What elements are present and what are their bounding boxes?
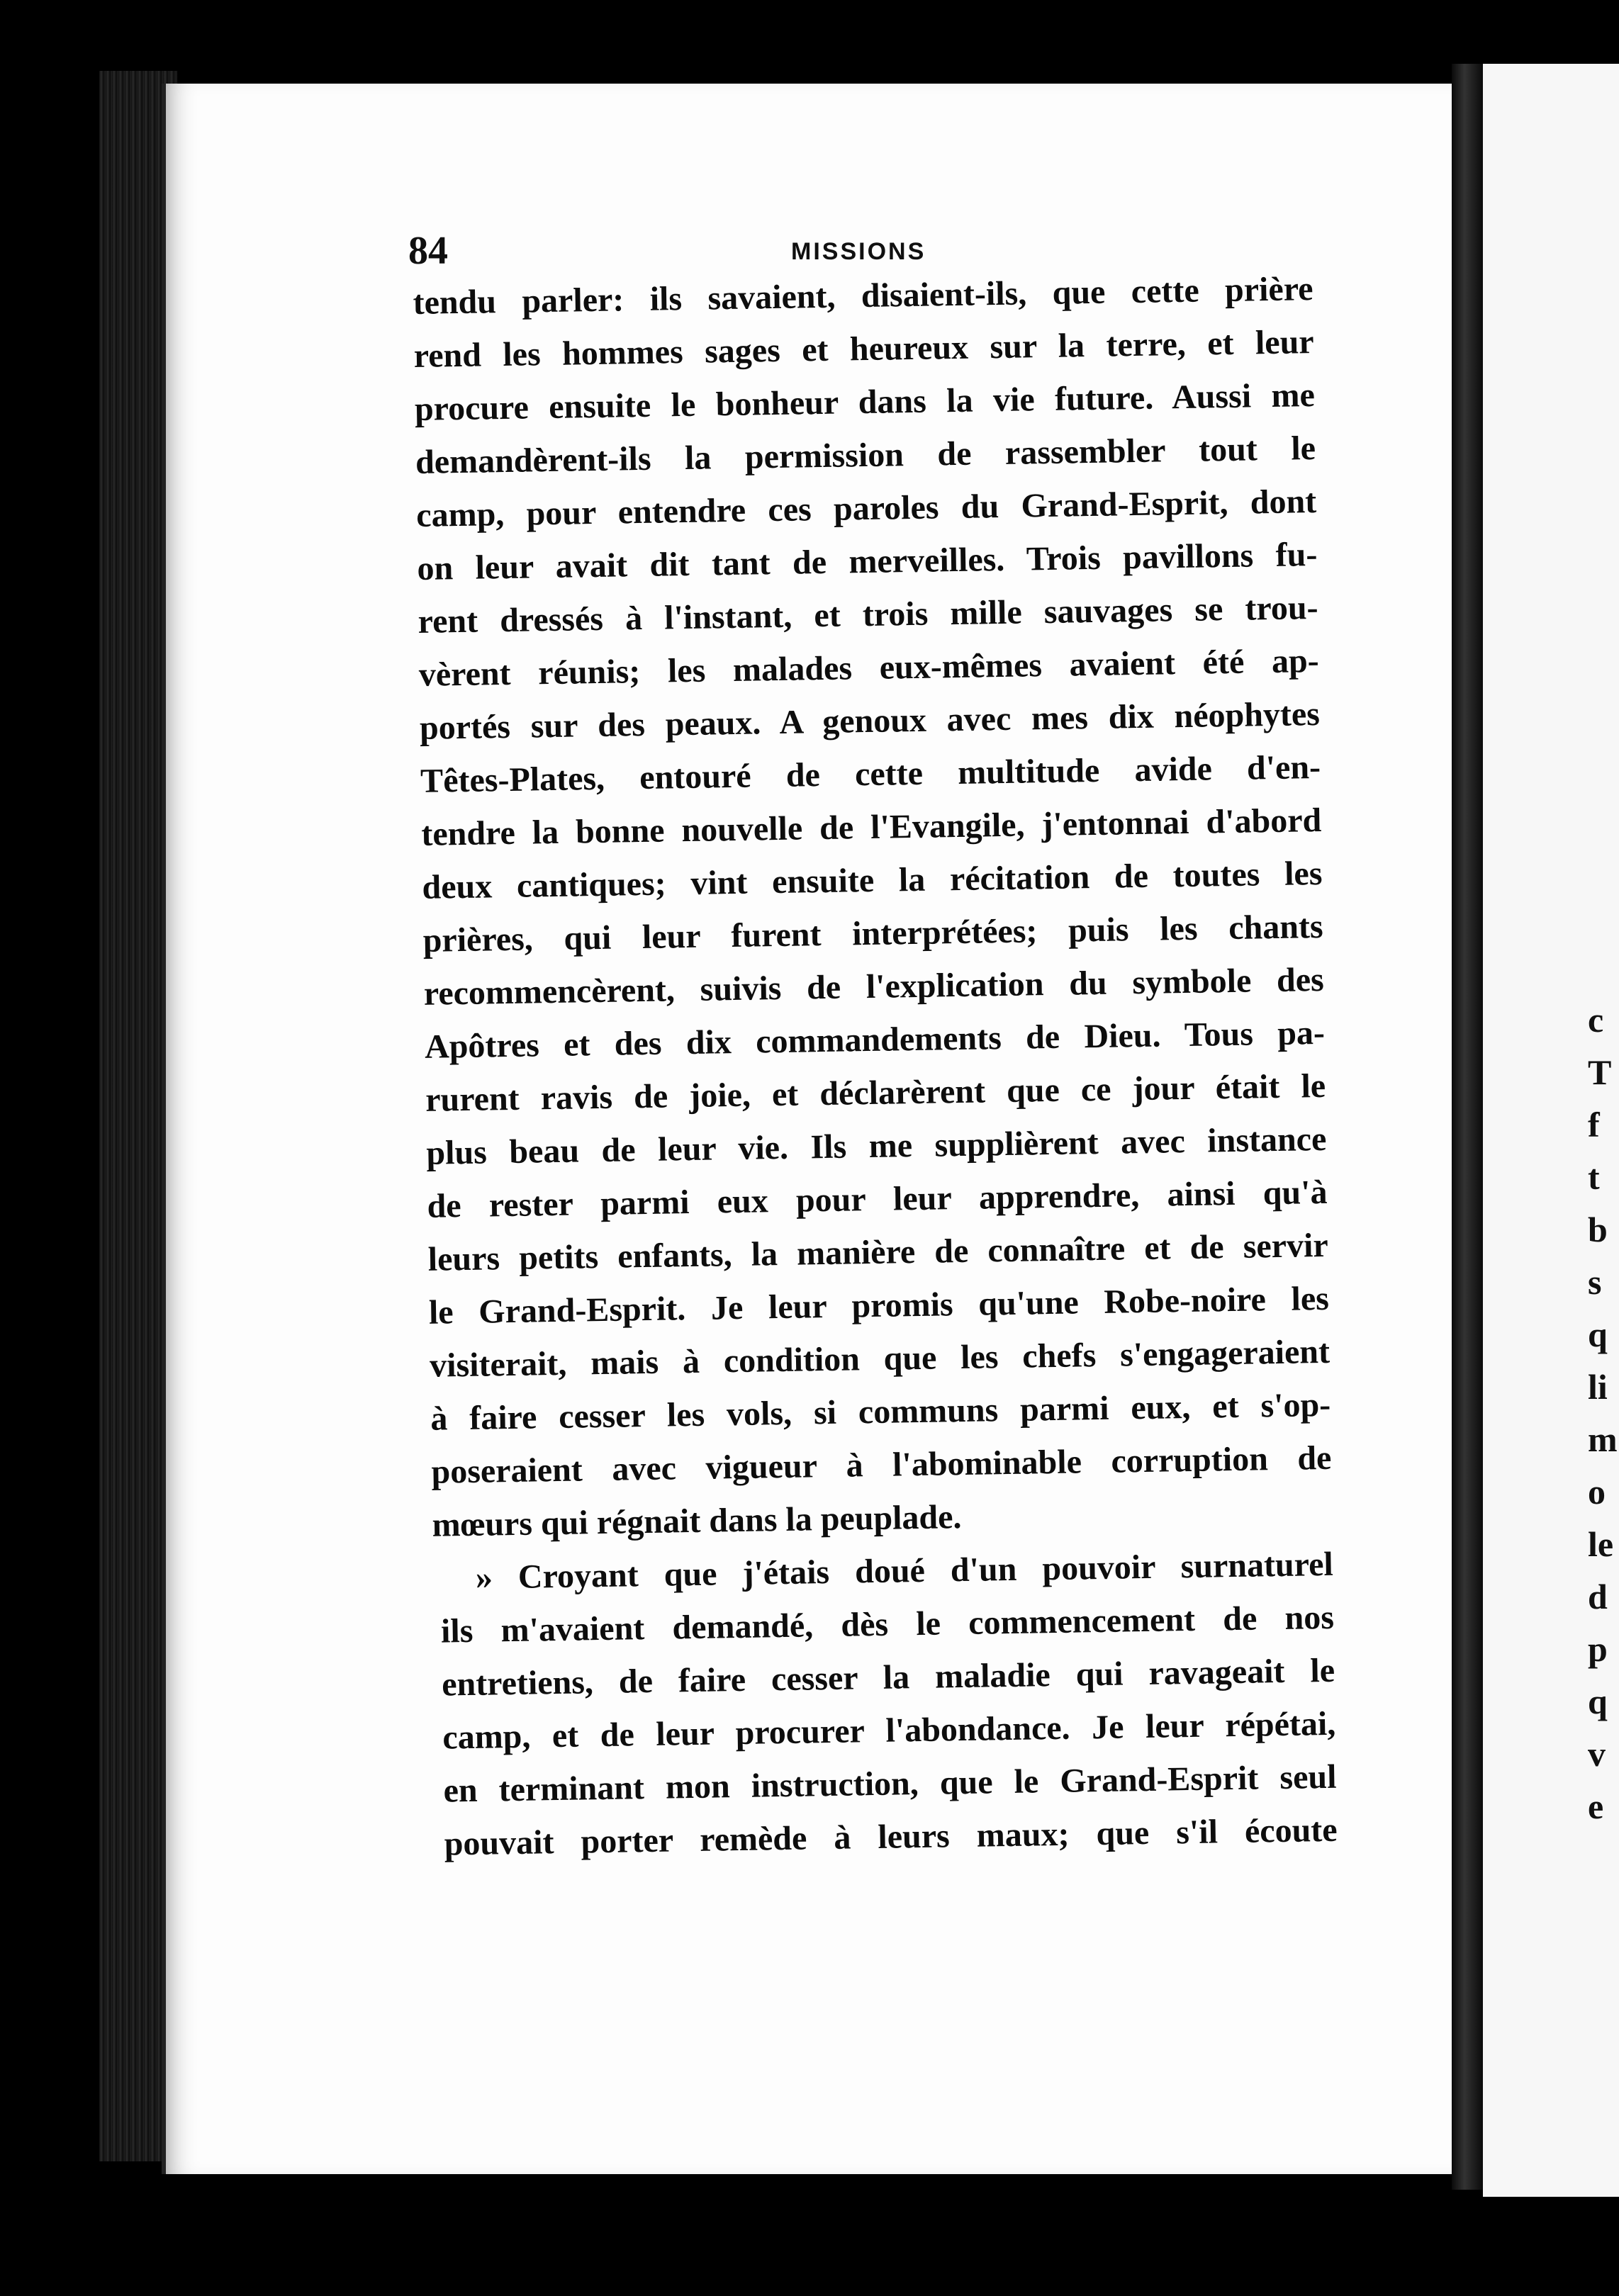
text-line: procure ensuite le bonheur dans la vie future. Aussi me <box>414 376 1316 428</box>
facing-page-fragment: e <box>1588 1786 1604 1826</box>
facing-page-fragment: t <box>1588 1157 1600 1197</box>
text-line: deux cantiques; vint ensuite la récitation de toutes les <box>422 854 1323 906</box>
facing-page-fragment: le <box>1588 1524 1614 1564</box>
book-gutter <box>1452 64 1483 2190</box>
facing-page-fragment: f <box>1588 1105 1600 1144</box>
facing-page-fragment: T <box>1588 1052 1612 1092</box>
page-number: 84 <box>408 229 448 273</box>
text-line: Apôtres et des dix commandements de Dieu. Tous pa- <box>424 1013 1326 1066</box>
facing-page-fragment: b <box>1588 1210 1608 1249</box>
text-line: pouvait porter remède à leurs maux; que s'il écoute <box>444 1811 1338 1863</box>
text-line: leurs petits enfants, la manière de connaître et de servir <box>427 1226 1329 1278</box>
facing-page-text <box>1588 999 1616 1838</box>
text-line: entretiens, de faire cesser la maladie qui ravageait le <box>441 1651 1335 1704</box>
text-line: vèrent réunis; les malades eux-mêmes avaient été ap- <box>418 641 1320 694</box>
text-line: de rester parmi eux pour leur apprendre, ainsi qu'à <box>427 1173 1328 1225</box>
text-line: recommencèrent, suivis de l'explication du symbole des <box>423 960 1325 1013</box>
facing-page-fragment: q <box>1588 1315 1608 1354</box>
facing-page-fragment: m <box>1588 1419 1618 1459</box>
text-line: rent dressés à l'instant, et trois mille sauvages se trou- <box>418 588 1318 641</box>
facing-page-fragment: li <box>1588 1367 1608 1407</box>
facing-page-fragment: o <box>1588 1472 1606 1512</box>
text-line: en terminant mon instruction, que le Grand-Esprit seul <box>443 1757 1337 1810</box>
text-line: demandèrent-ils la permission de rassembler tout le <box>415 429 1316 481</box>
text-line: poseraient avec vigueur à l'abominable corruption de <box>431 1439 1332 1491</box>
text-line: rurent ravis de joie, et déclarèrent que ce jour était le <box>425 1067 1326 1119</box>
text-line: le Grand-Esprit. Je leur promis qu'une Robe-noire les <box>428 1279 1330 1332</box>
text-line: visiterait, mais à condition que les chefs s'engageraient <box>429 1332 1331 1385</box>
text-line: tendu parler: ils savaient, disaient-ils, que cette prière <box>413 270 1313 322</box>
text-line: camp, et de leur procurer l'abondance. Je leur répétai, <box>442 1704 1336 1757</box>
text-line: à faire cesser les vols, si communs parmi eux, et s'op- <box>430 1385 1331 1438</box>
text-line: » Croyant que j'étais doué d'un pouvoir surnaturel <box>475 1545 1334 1597</box>
facing-page-fragment: c <box>1588 1000 1604 1040</box>
text-line: rend les hommes sages et heureux sur la terre, et leur <box>413 323 1315 375</box>
facing-page-fragment: q <box>1588 1682 1608 1721</box>
text-line: camp, pour entendre ces paroles du Grand-Esprit, dont <box>415 483 1317 534</box>
text-line: portés sur des peaux. A genoux avec mes dix néophytes <box>419 694 1321 747</box>
text-line: mœurs qui régnait dans la peuplade. <box>432 1498 962 1544</box>
facing-page-fragment: p <box>1588 1629 1608 1669</box>
text-line: tendre la bonne nouvelle de l'Evangile, j'entonnai d'abord <box>420 801 1322 853</box>
facing-page-fragment: v <box>1588 1734 1606 1774</box>
text-line: plus beau de leur vie. Ils me supplièrent avec instance <box>426 1120 1327 1172</box>
text-line: on leur avait dit tant de merveilles. Trois pavillons fu- <box>417 536 1318 587</box>
text-line: Têtes-Plates, entouré de cette multitude avide d'en- <box>420 748 1321 800</box>
body-text <box>413 262 1338 1871</box>
running-title: MISSIONS <box>791 238 926 265</box>
text-line: ils m'avaient demandé, dès le commencement de nos <box>440 1598 1335 1650</box>
facing-page-fragment: s <box>1588 1262 1602 1302</box>
facing-page-fragment: d <box>1588 1577 1608 1616</box>
text-line: prières, qui leur furent interprétées; puis les chants <box>422 907 1323 960</box>
